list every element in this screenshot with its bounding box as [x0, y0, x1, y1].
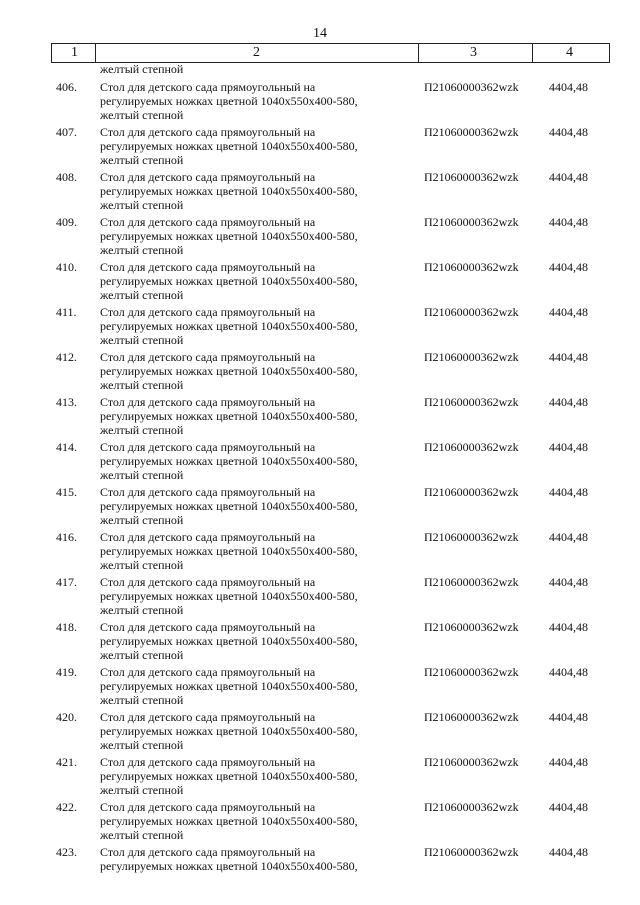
item-price: 4404,48 [549, 755, 588, 769]
page-number: 14 [313, 26, 327, 41]
item-code: П21060000362wzk [424, 125, 519, 139]
item-name-line: регулируемых ножках цветной 1040х550х400-580, [100, 139, 358, 153]
item-name [100, 710, 410, 752]
row-number: 412. [56, 350, 77, 364]
table-row [0, 706, 640, 751]
item-price: 4404,48 [549, 80, 588, 94]
table-row [0, 346, 640, 391]
item-price: 4404,48 [549, 530, 588, 544]
item-price: 4404,48 [549, 260, 588, 274]
header-divider [609, 44, 610, 62]
item-name-line: желтый степной [100, 738, 184, 752]
item-name [100, 620, 410, 662]
row-number: 418. [56, 620, 77, 634]
item-name-line: регулируемых ножках цветной 1040х550х400-580, [100, 814, 358, 828]
table-row [0, 76, 640, 121]
table-header [51, 43, 610, 63]
item-code: П21060000362wzk [424, 440, 519, 454]
item-name-line: желтый степной [100, 513, 184, 527]
row-number: 411. [56, 305, 77, 319]
item-price: 4404,48 [549, 350, 588, 364]
row-number: 417. [56, 575, 77, 589]
item-name [100, 170, 410, 212]
item-price: 4404,48 [549, 170, 588, 184]
item-name-line: регулируемых ножках цветной 1040х550х400-580, [100, 724, 358, 738]
item-name [100, 440, 410, 482]
row-number: 421. [56, 755, 77, 769]
item-name [100, 305, 410, 347]
item-name-line: желтый степной [100, 828, 184, 842]
row-number: 420. [56, 710, 77, 724]
item-name-line: регулируемых ножках цветной 1040х550х400-580, [100, 679, 358, 693]
carryover-text: желтый степной [100, 62, 184, 76]
item-name-line: желтый степной [100, 693, 184, 707]
item-price: 4404,48 [549, 395, 588, 409]
item-name-line: регулируемых ножках цветной 1040х550х400-580, [100, 634, 358, 648]
item-name-line: регулируемых ножках цветной 1040х550х400-580, [100, 274, 358, 288]
item-code: П21060000362wzk [424, 485, 519, 499]
item-code: П21060000362wzk [424, 800, 519, 814]
item-price: 4404,48 [549, 440, 588, 454]
item-name-line: регулируемых ножках цветной 1040х550х400-580, [100, 409, 358, 423]
item-name [100, 800, 410, 842]
row-number: 419. [56, 665, 77, 679]
table-row [0, 436, 640, 481]
table-row [0, 481, 640, 526]
item-name-line: Стол для детского сада прямоугольный на [100, 350, 316, 364]
header-divider [418, 44, 419, 62]
row-number: 408. [56, 170, 77, 184]
item-name [100, 260, 410, 302]
item-price: 4404,48 [549, 305, 588, 319]
header-col-1: 1 [71, 45, 78, 60]
item-code: П21060000362wzk [424, 530, 519, 544]
item-name [100, 530, 410, 572]
item-price: 4404,48 [549, 575, 588, 589]
item-code: П21060000362wzk [424, 305, 519, 319]
item-name [100, 485, 410, 527]
table-row [0, 526, 640, 571]
item-name-line: Стол для детского сада прямоугольный на [100, 620, 316, 634]
row-list [0, 76, 640, 886]
item-code: П21060000362wzk [424, 170, 519, 184]
item-name-line: регулируемых ножках цветной 1040х550х400-580, [100, 184, 358, 198]
item-price: 4404,48 [549, 845, 588, 859]
row-number: 407. [56, 125, 77, 139]
item-name-line: регулируемых ножках цветной 1040х550х400-580, [100, 544, 358, 558]
item-name [100, 80, 410, 122]
item-name-line: желтый степной [100, 558, 184, 572]
item-name-line: Стол для детского сада прямоугольный на [100, 125, 316, 139]
row-number: 423. [56, 845, 77, 859]
table-row [0, 211, 640, 256]
item-name-line: Стол для детского сада прямоугольный на [100, 170, 316, 184]
item-name-line: желтый степной [100, 108, 184, 122]
row-number: 410. [56, 260, 77, 274]
table-row [0, 301, 640, 346]
table-row [0, 571, 640, 616]
item-name-line: желтый степной [100, 783, 184, 797]
item-price: 4404,48 [549, 800, 588, 814]
item-code: П21060000362wzk [424, 755, 519, 769]
item-name-line: регулируемых ножках цветной 1040х550х400-580, [100, 769, 358, 783]
row-number: 422. [56, 800, 77, 814]
item-name-line: Стол для детского сада прямоугольный на [100, 485, 316, 499]
item-name-line: Стол для детского сада прямоугольный на [100, 260, 316, 274]
header-divider [95, 44, 96, 62]
item-name [100, 395, 410, 437]
item-name-line: Стол для детского сада прямоугольный на [100, 575, 316, 589]
item-name-line: регулируемых ножках цветной 1040х550х400-580, [100, 319, 358, 333]
item-price: 4404,48 [549, 665, 588, 679]
item-name-line: желтый степной [100, 378, 184, 392]
item-name [100, 665, 410, 707]
table-row [0, 796, 640, 841]
item-name-line: регулируемых ножках цветной 1040х550х400-580, [100, 364, 358, 378]
item-name-line: регулируемых ножках цветной 1040х550х400-580, [100, 94, 358, 108]
table-row [0, 751, 640, 796]
item-price: 4404,48 [549, 125, 588, 139]
header-divider [532, 44, 533, 62]
header-divider [51, 44, 52, 62]
item-code: П21060000362wzk [424, 710, 519, 724]
row-number: 406. [56, 80, 77, 94]
item-price: 4404,48 [549, 710, 588, 724]
table-row [0, 661, 640, 706]
item-name [100, 755, 410, 797]
item-name-line: Стол для детского сада прямоугольный на [100, 800, 316, 814]
table-row [0, 841, 640, 886]
item-name-line: Стол для детского сада прямоугольный на [100, 710, 316, 724]
table-row [0, 391, 640, 436]
row-number: 409. [56, 215, 77, 229]
row-number: 414. [56, 440, 77, 454]
table-row [0, 616, 640, 661]
row-number: 416. [56, 530, 77, 544]
item-name-line: желтый степной [100, 333, 184, 347]
item-name-line: желтый степной [100, 468, 184, 482]
item-name-line: регулируемых ножках цветной 1040х550х400-580, [100, 499, 358, 513]
item-code: П21060000362wzk [424, 620, 519, 634]
item-code: П21060000362wzk [424, 665, 519, 679]
item-name [100, 125, 410, 167]
item-name-line: регулируемых ножках цветной 1040х550х400-580, [100, 229, 358, 243]
item-name-line: желтый степной [100, 198, 184, 212]
item-price: 4404,48 [549, 215, 588, 229]
item-name-line: регулируемых ножках цветной 1040х550х400-580, [100, 454, 358, 468]
item-name-line: Стол для детского сада прямоугольный на [100, 530, 316, 544]
item-code: П21060000362wzk [424, 215, 519, 229]
item-name-line: желтый степной [100, 288, 184, 302]
item-price: 4404,48 [549, 620, 588, 634]
item-name-line: желтый степной [100, 648, 184, 662]
item-name [100, 350, 410, 392]
item-name-line: Стол для детского сада прямоугольный на [100, 215, 316, 229]
item-name-line: желтый степной [100, 243, 184, 257]
header-col-4: 4 [566, 45, 573, 60]
row-number: 413. [56, 395, 77, 409]
item-name [100, 215, 410, 257]
table-row [0, 121, 640, 166]
item-code: П21060000362wzk [424, 80, 519, 94]
row-number: 415. [56, 485, 77, 499]
item-name-line: Стол для детского сада прямоугольный на [100, 665, 316, 679]
item-name-line: желтый степной [100, 423, 184, 437]
item-code: П21060000362wzk [424, 845, 519, 859]
header-col-2: 2 [253, 45, 260, 60]
item-name-line: Стол для детского сада прямоугольный на [100, 395, 316, 409]
item-name-line: Стол для детского сада прямоугольный на [100, 80, 316, 94]
item-code: П21060000362wzk [424, 395, 519, 409]
item-name-line: Стол для детского сада прямоугольный на [100, 305, 316, 319]
item-name-line: регулируемых ножках цветной 1040х550х400-580, [100, 589, 358, 603]
item-code: П21060000362wzk [424, 260, 519, 274]
table-row [0, 166, 640, 211]
item-name-line: желтый степной [100, 153, 184, 167]
item-name [100, 845, 410, 873]
header-col-3: 3 [470, 45, 477, 60]
item-name-line: регулируемых ножках цветной 1040х550х400-580, [100, 859, 358, 873]
item-name [100, 575, 410, 617]
item-name-line: Стол для детского сада прямоугольный на [100, 440, 316, 454]
table-row [0, 256, 640, 301]
item-code: П21060000362wzk [424, 350, 519, 364]
item-name-line: Стол для детского сада прямоугольный на [100, 755, 316, 769]
item-code: П21060000362wzk [424, 575, 519, 589]
item-name-line: Стол для детского сада прямоугольный на [100, 845, 316, 859]
item-price: 4404,48 [549, 485, 588, 499]
item-name-line: желтый степной [100, 603, 184, 617]
